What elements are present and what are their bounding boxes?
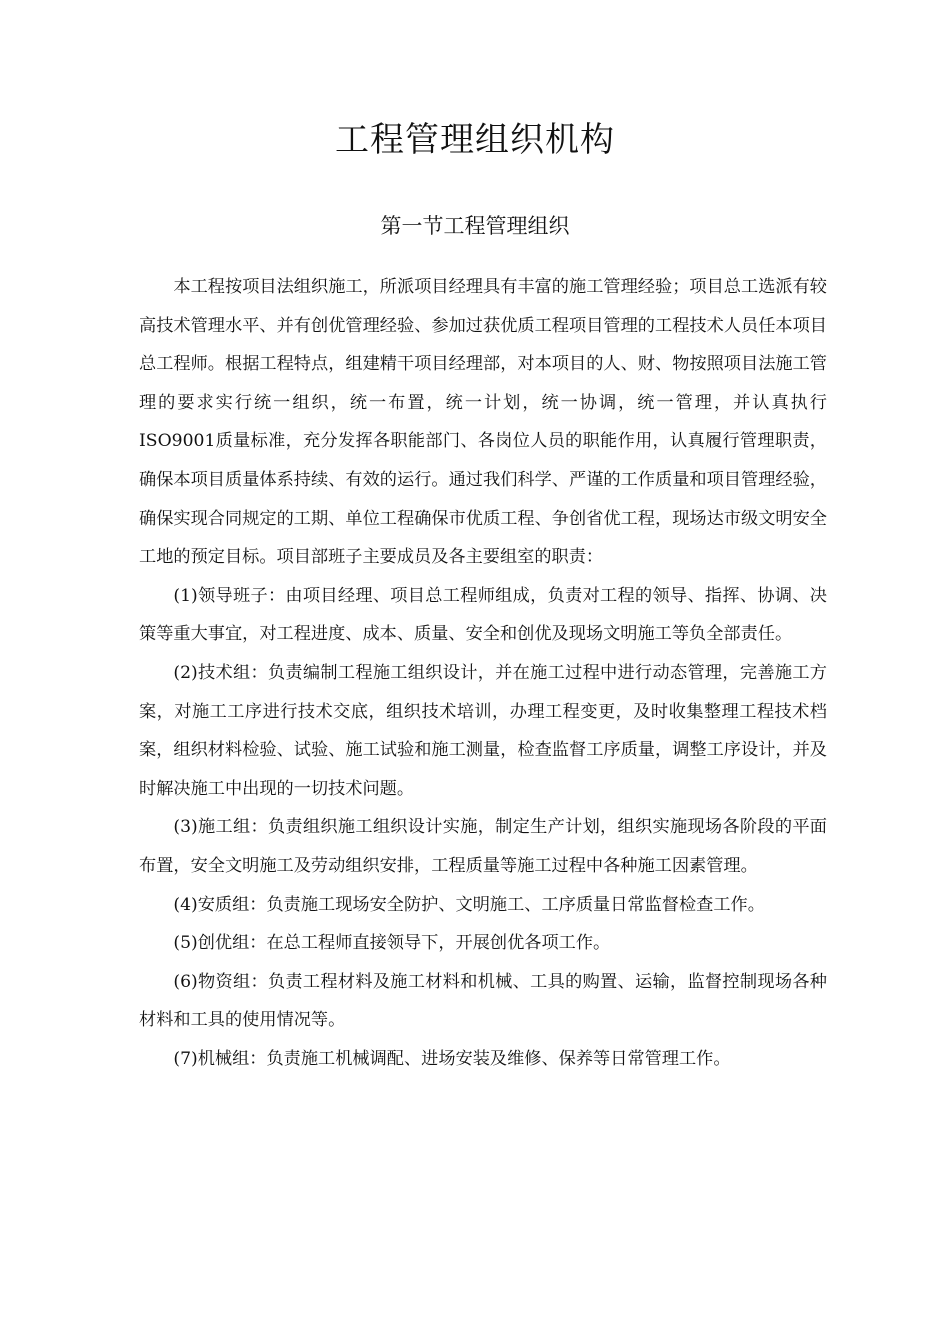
duty-item-leadership: (1)领导班子：由项目经理、项目总工程师组成，负责对工程的领导、指挥、协调、决策等重大事宜，对工程进度、成本、质量、安全和创优及现场文明施工等负全部责任。 [139,585,827,645]
duty-item-materials: (6)物资组：负责工程材料及施工材料和机械、工具的购置、运输，监督控制现场各种材料和工具的使用情况等。 [139,971,827,1031]
section-title: 第一节工程管理组织 [380,214,570,238]
duty-item-safety-quality: (4)安质组：负责施工现场安全防护、文明施工、工序质量日常监督检查工作。 [173,894,765,915]
document-title: 工程管理组织机构 [335,120,615,160]
document-body [139,268,827,1078]
duty-item-excellence: (5)创优组：在总工程师直接领导下，开展创优各项工作。 [173,933,611,954]
intro-paragraph: 本工程按项目法组织施工，所派项目经理具有丰富的施工管理经验；项目总工选派有较高技术管理水平、并有创优管理经验、参加过获优质工程项目管理的工程技术人员任本项目总工程师。根据工程特点，组建精干项目经理部，对本项目的人、财、物按照项目法施工管理的要求实行统一组织，统一布置，统一计划，统一协调，统一管理，并认真执行ISO9001质量标准，充分发挥各职能部门、各岗位人员的职能作用，认真履行管理职责，确保本项目质量体系持续、有效的运行。通过我们科学、严谨的工作质量和项目管理经验，确保实现合同规定的工期、单位工程确保市优质工程、争创省优工程，现场达市级文明安全工地的预定目标。项目部班子主要成员及各主要组室的职责： [139,277,827,568]
duty-item-construction: (3)施工组：负责组织施工组织设计实施，制定生产计划，组织实施现场各阶段的平面布置，安全文明施工及劳动组织安排，工程质量等施工过程中各种施工因素管理。 [139,817,827,876]
duty-item-technical: (2)技术组：负责编制工程施工组织设计，并在施工过程中进行动态管理，完善施工方案，对施工工序进行技术交底，组织技术培训，办理工程变更，及时收集整理工程技术档案，组织材料检验、试验、施工试验和施工测量，检查监督工序质量，调整工序设计，并及时解决施工中出现的一切技术问题。 [139,662,827,799]
duty-item-machinery: (7)机械组：负责施工机械调配、进场安装及维修、保养等日常管理工作。 [173,1048,731,1069]
